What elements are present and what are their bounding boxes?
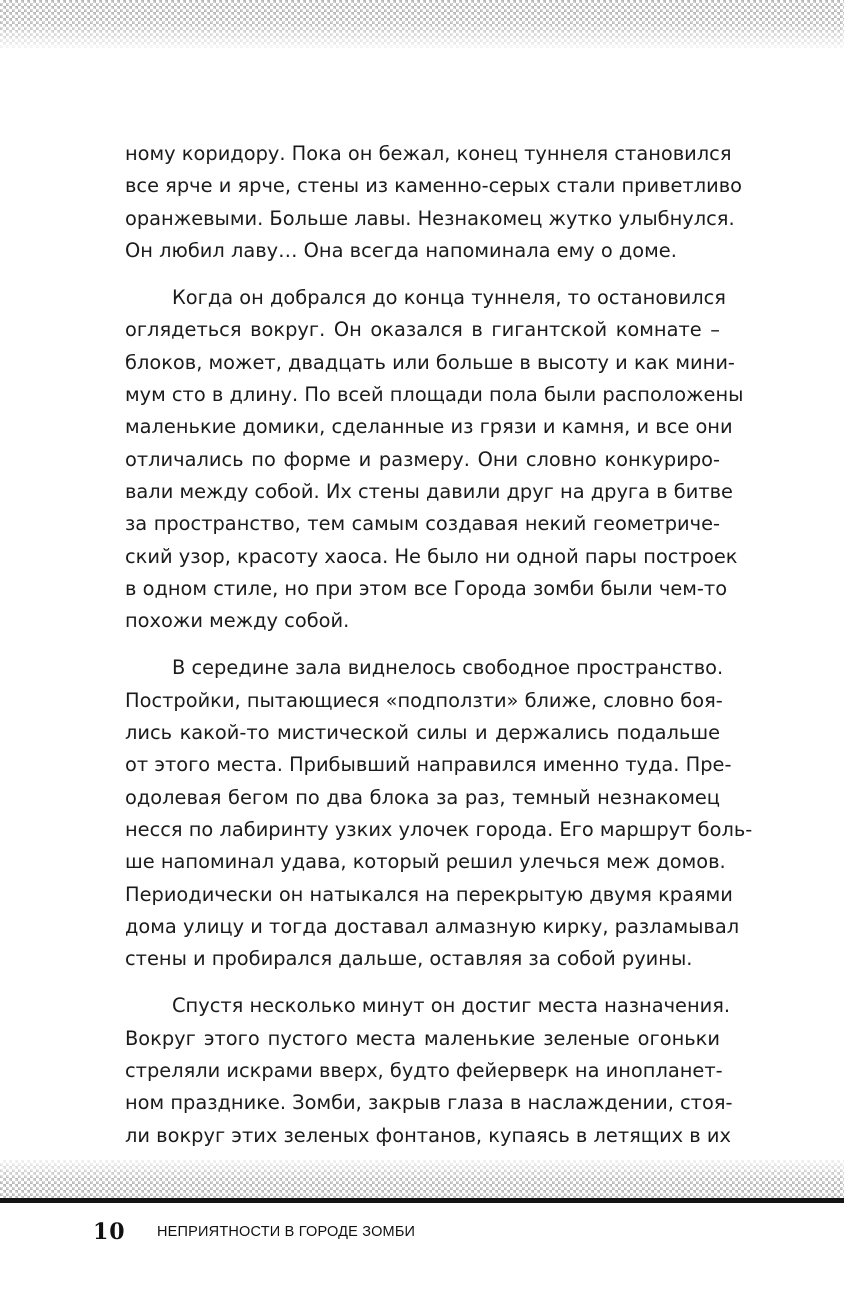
page-footer — [93, 1217, 415, 1247]
text-line: все ярче и ярче, стены из каменно-серых стали приветливо — [125, 174, 743, 198]
paragraph-3 — [125, 652, 753, 975]
text-line: ли вокруг этих зеленых фонтанов, купаясь в летящих в их — [125, 1123, 731, 1147]
text-line: несся по лабиринту узких улочек города. Его маршрут боль- — [125, 817, 753, 841]
text-line: стены и пробирался дальше, оставляя за собой руины. — [125, 947, 693, 971]
text-line: Спустя несколько минут он достиг места назначения. — [172, 994, 731, 1018]
text-line: блоков, может, двадцать или больше в высоту и как мини- — [125, 350, 735, 374]
text-line: вали между собой. Их стены давили друг на друга в битве — [125, 479, 733, 503]
text-line: оглядеться вокруг. Он оказался в гигантской комнате – — [125, 318, 720, 342]
text-line: маленькие домики, сделанные из грязи и камня, и все они — [125, 415, 733, 439]
paragraph-4 — [125, 990, 733, 1151]
text-line: ному коридору. Пока он бежал, конец туннеля становился — [125, 142, 732, 165]
text-line: от этого места. Прибывший направился именно туда. Пре- — [125, 753, 732, 777]
paragraph-2 — [125, 282, 744, 637]
text-line: оранжевыми. Больше лавы. Незнакомец жутко улыбнулся. — [125, 206, 735, 230]
text-line: стреляли искрами вверх, будто фейерверк на инопланет- — [125, 1059, 723, 1083]
body-text — [125, 138, 753, 1152]
text-line: ном празднике. Зомби, закрыв глаза в наслаждении, стоя- — [125, 1091, 733, 1115]
paragraph-1 — [125, 138, 743, 267]
running-head: НЕПРИЯТНОСТИ В ГОРОДЕ ЗОМБИ — [157, 1224, 416, 1240]
text-line: Он любил лаву… Она всегда напоминала ему о доме. — [125, 238, 677, 262]
text-line: Вокруг этого пустого места маленькие зеленые огоньки — [125, 1026, 720, 1050]
page-number: 10 — [93, 1219, 126, 1245]
text-line: одолевая бегом по два блока за раз, темный незнакомец — [125, 785, 720, 809]
text-line: отличались по форме и размеру. Они словно конкуриро- — [125, 447, 720, 471]
text-line: за пространство, тем самым создавая некий геометриче- — [125, 512, 720, 536]
text-line: ше напоминал удава, который решил улечься меж домов. — [125, 850, 726, 874]
text-line: Постройки, пытающиеся «подползти» ближе, словно боя- — [125, 688, 723, 712]
text-line: лись какой-то мистической силы и держались подальше — [125, 721, 720, 745]
text-line: ский узор, красоту хаоса. Не было ни одной пары построек — [125, 544, 738, 568]
top-pixel-border — [0, 0, 844, 48]
text-line: Когда он добрался до конца туннеля, то остановился — [172, 286, 726, 310]
bottom-pixel-border — [0, 1160, 844, 1198]
text-line: В середине зала виднелось свободное пространство. — [172, 656, 724, 680]
text-line: в одном стиле, но при этом все Города зомби были чем-то — [125, 576, 728, 600]
footer-rule — [0, 1198, 844, 1203]
text-line: Периодически он натыкался на перекрытую двумя краями — [125, 882, 733, 906]
text-line: похожи между собой. — [125, 609, 350, 633]
text-line: мум сто в длину. По всей площади пола были расположены — [125, 383, 744, 407]
text-line: дома улицу и тогда доставал алмазную кирку, разламывал — [125, 914, 740, 938]
